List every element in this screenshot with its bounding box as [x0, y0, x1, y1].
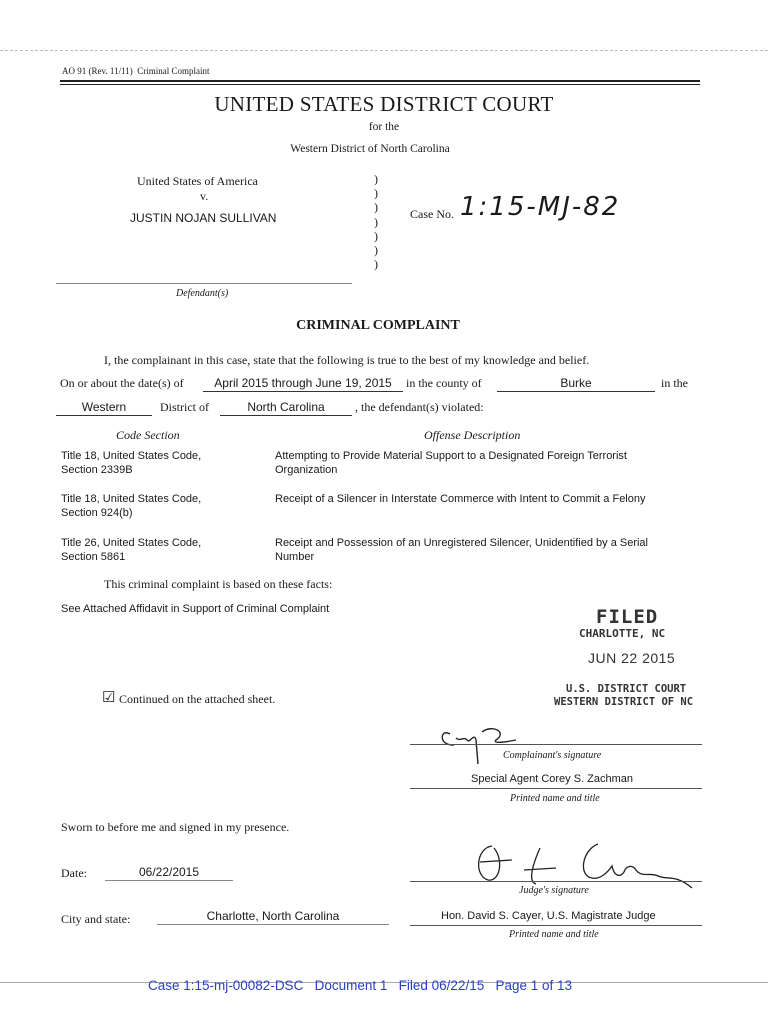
plaintiff-name: United States of America — [137, 174, 258, 188]
filed-stamp-district: WESTERN DISTRICT OF NC — [554, 696, 694, 708]
ecf-footer — [148, 978, 572, 993]
caption-brackets: ) ) ) ) ) ) ) — [374, 172, 378, 272]
filed-stamp-date: JUN 22 2015 — [588, 650, 676, 666]
continued-checkbox[interactable]: ☑ — [102, 690, 116, 706]
judge-signature-rule — [410, 881, 702, 882]
defendant-label: Defendant(s) — [176, 288, 229, 299]
offense-description-2: Receipt of a Silencer in Interstate Commerce with Intent to Commit a Felony — [275, 493, 646, 505]
court-district: Western District of North Carolina — [290, 143, 450, 155]
district-of-label: District of — [160, 400, 209, 414]
in-the-label: in the — [661, 376, 688, 390]
dates-field: April 2015 through June 19, 2015 — [203, 375, 403, 392]
offense-description-3: Receipt and Possession of an Unregistered Silencer, Unidentified by a Serial Number — [275, 537, 648, 563]
offense-description-header: Offense Description — [424, 428, 521, 442]
complaint-heading: CRIMINAL COMPLAINT — [296, 318, 460, 333]
district-name-field: Western — [56, 399, 152, 416]
code-section-1: Title 18, United States Code, Section 2339B — [61, 450, 202, 476]
facts-text: See Attached Affidavit in Support of Criminal Complaint — [61, 603, 330, 615]
code-section-2: Title 18, United States Code, Section 924(b) — [61, 493, 202, 519]
defendant-name: JUSTIN NOJAN SULLIVAN — [130, 211, 277, 225]
date-label: Date: — [61, 866, 87, 880]
court-title: UNITED STATES DISTRICT COURT — [214, 92, 554, 116]
sworn-text: Sworn to before me and signed in my presence. — [61, 820, 290, 834]
judge-printed-label: Printed name and title — [509, 929, 599, 940]
court-for: for the — [368, 121, 400, 133]
ecf-case-number: Case 1:15-mj-00082-DSC — [148, 978, 304, 993]
filed-stamp-court: U.S. DISTRICT COURT — [566, 683, 687, 695]
judge-signature-label: Judge's signature — [519, 885, 589, 896]
on-about-label: On or about the date(s) of — [60, 376, 184, 390]
ecf-filed-date: Filed 06/22/15 — [398, 978, 485, 993]
offense-description-1: Attempting to Provide Material Support to a Designated Foreign Terrorist Organization — [275, 450, 627, 476]
ecf-document: Document 1 — [314, 978, 388, 993]
form-id: AO 91 (Rev. 11/11) Criminal Complaint — [62, 66, 210, 76]
complainant-printed-rule — [410, 788, 702, 789]
violated-label: , the defendant(s) violated: — [355, 400, 484, 414]
state-field: North Carolina — [220, 399, 352, 416]
versus: v. — [200, 189, 209, 203]
complainant-printed-label: Printed name and title — [510, 793, 600, 804]
complainant-signature-label: Complainant's signature — [503, 750, 602, 761]
filed-stamp: FILED — [596, 606, 659, 628]
judge-printed-rule — [410, 925, 702, 926]
continued-label: Continued on the attached sheet. — [119, 692, 276, 706]
case-no-label: Case No. — [410, 207, 454, 221]
header-rule-thin — [60, 84, 700, 85]
judge-printed-name: Hon. David S. Cayer, U.S. Magistrate Judge — [441, 910, 656, 922]
defendant-rule — [56, 283, 352, 284]
code-section-header: Code Section — [116, 428, 180, 442]
case-no-handwritten: 1:15-MJ-82 — [460, 192, 621, 222]
complaint-intro: I, the complainant in this case, state that the following is true to the best of my knowledge and belief. — [104, 353, 590, 367]
header-rule — [60, 80, 700, 82]
date-field: 06/22/2015 — [105, 864, 233, 881]
city-state-label: City and state: — [61, 912, 131, 926]
city-state-field: Charlotte, North Carolina — [157, 908, 389, 925]
filed-stamp-city: CHARLOTTE, NC — [579, 627, 666, 640]
complainant-signature-rule — [410, 744, 702, 745]
code-section-3: Title 26, United States Code, Section 5861 — [61, 537, 202, 563]
complainant-printed-name: Special Agent Corey S. Zachman — [471, 773, 634, 785]
ecf-page: Page 1 of 13 — [495, 978, 573, 993]
in-county-label: in the county of — [406, 376, 482, 390]
facts-intro: This criminal complaint is based on these facts: — [104, 577, 333, 591]
scan-artifact-line — [0, 50, 768, 51]
county-field: Burke — [497, 375, 655, 392]
